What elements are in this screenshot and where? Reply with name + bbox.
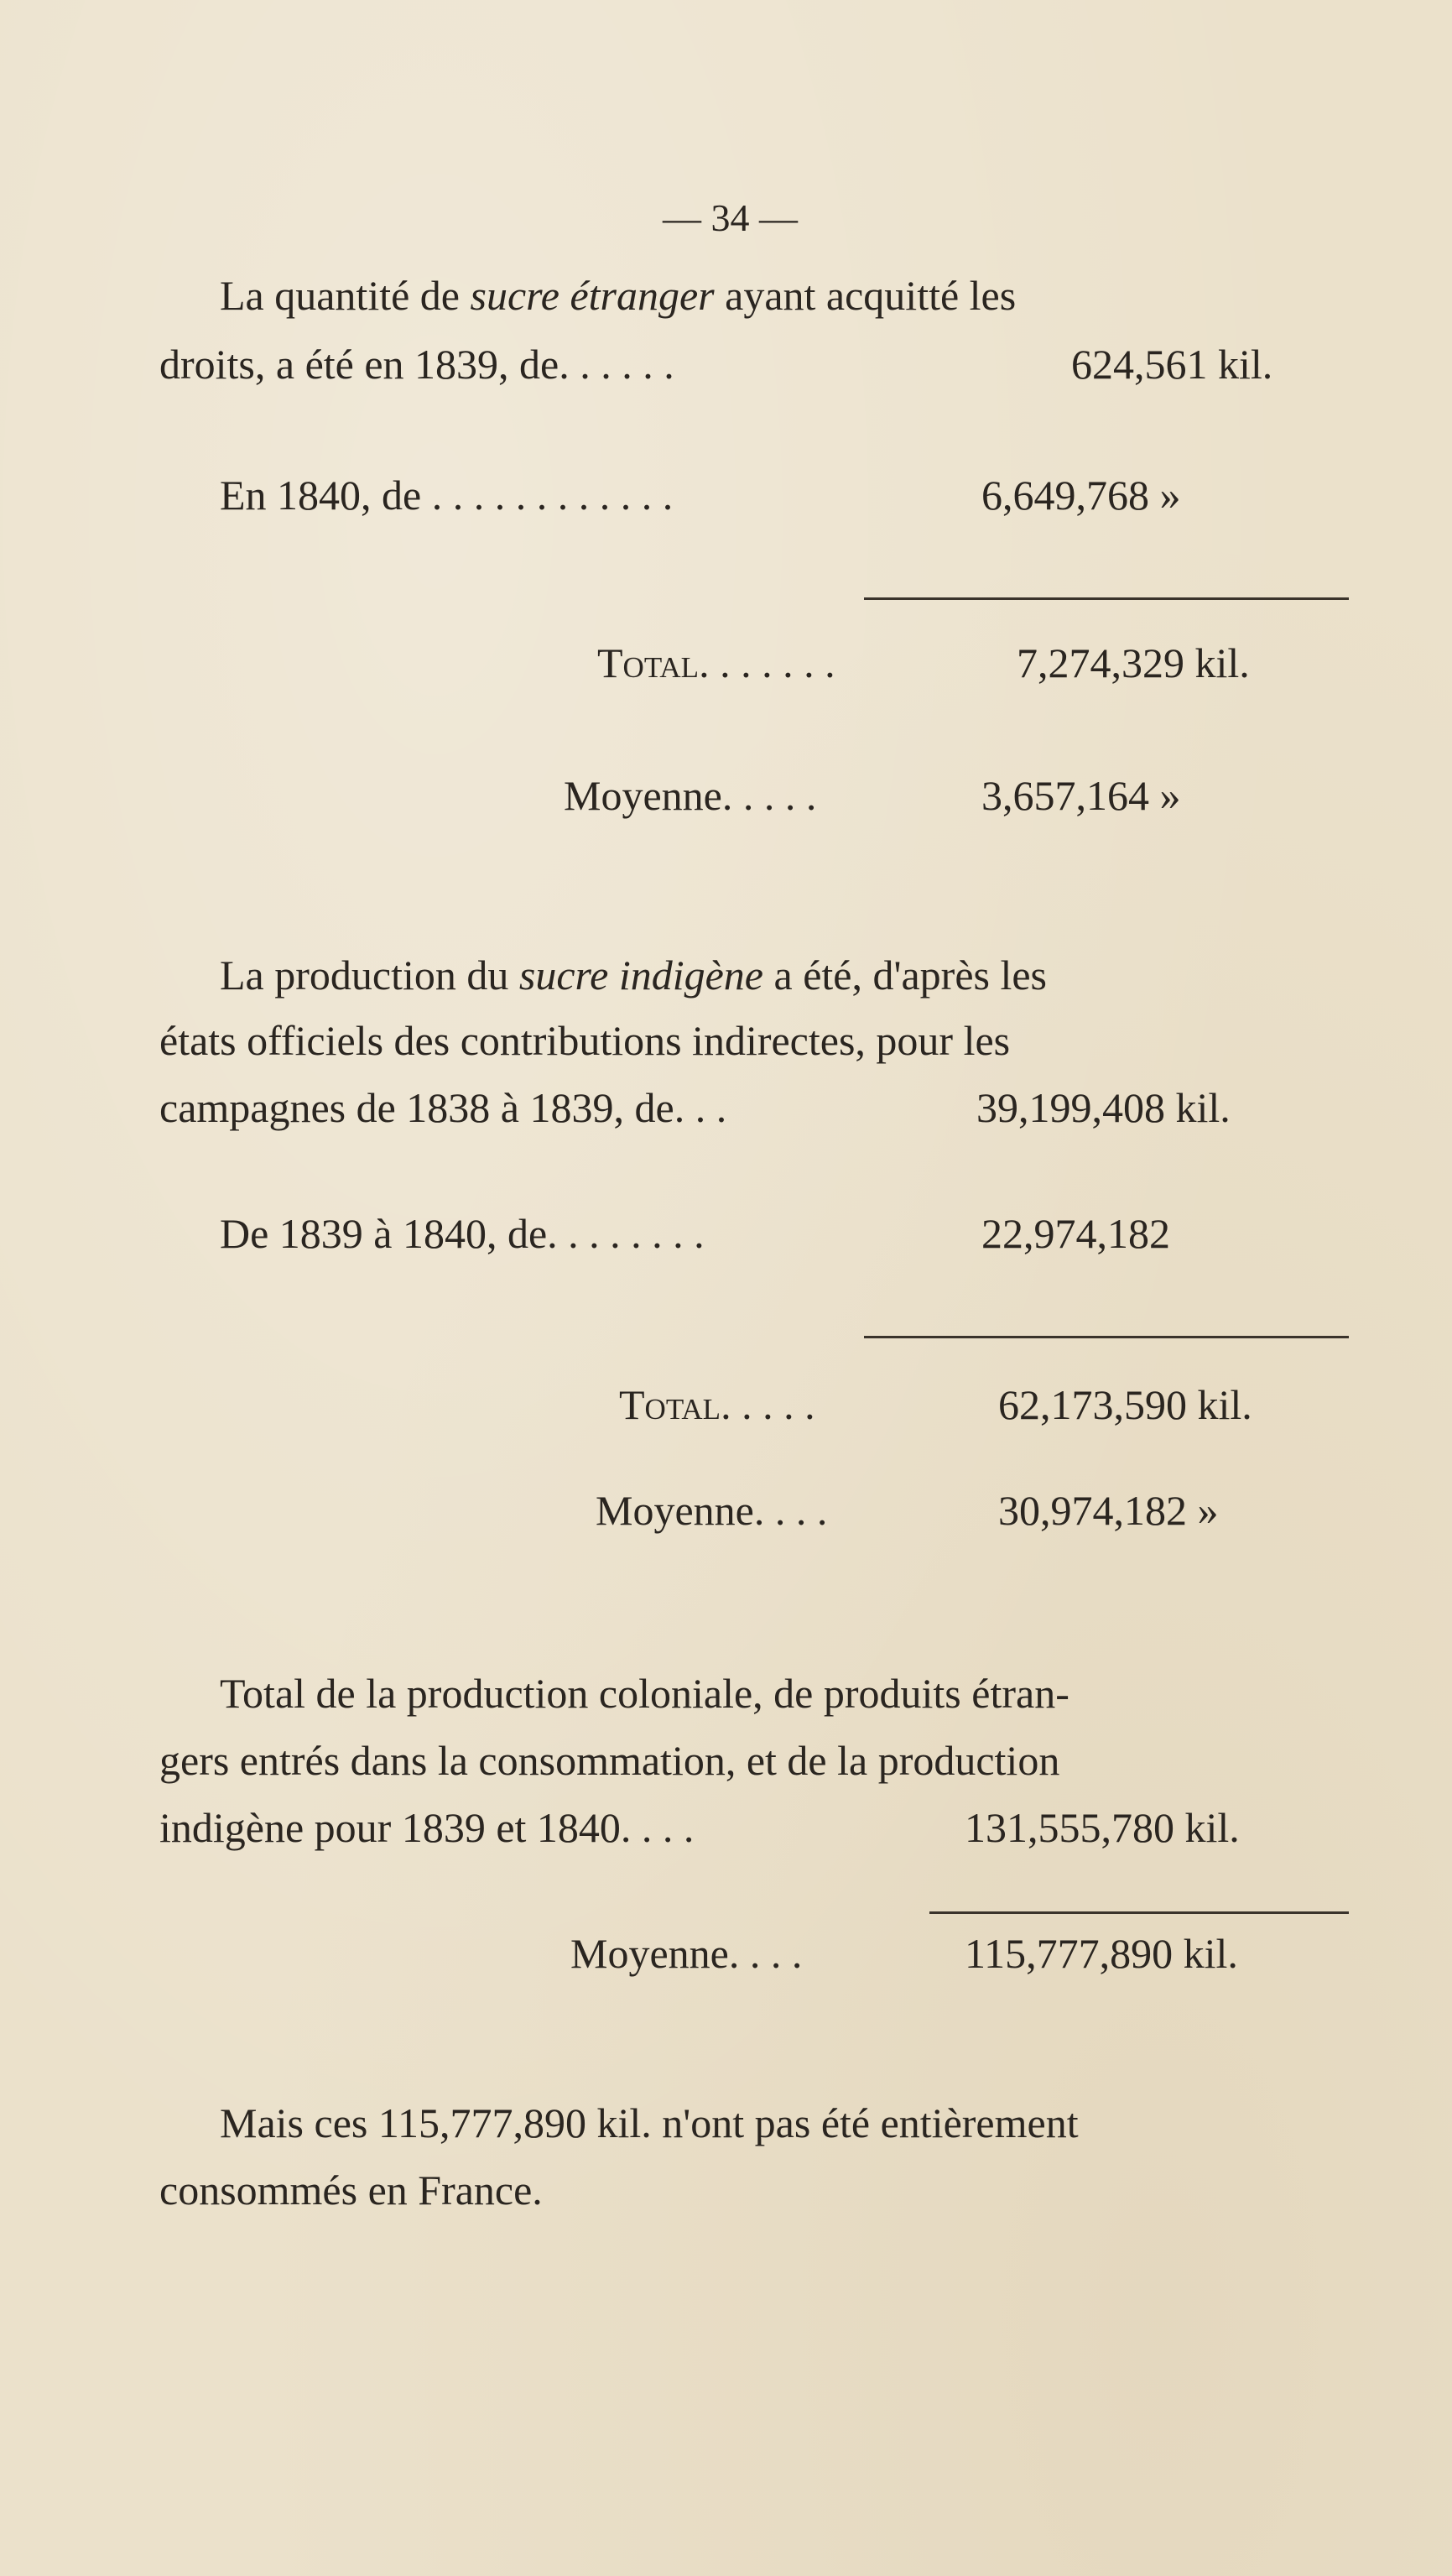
emphasis-sucre-etranger: sucre étranger (470, 272, 715, 319)
para2-line1: La production du sucre indigène a été, d'après les (220, 952, 1048, 999)
moyenne3-value: 115,777,890 kil. (965, 1930, 1238, 1977)
para4-line2: consommés en France. (159, 2167, 543, 2214)
row-1839-1840-value: 22,974,182 (981, 1210, 1170, 1257)
sum-rule (864, 1336, 1349, 1338)
row-1840-value: 6,649,768 » (981, 472, 1181, 519)
total1-label: Total. . . . . . . (597, 639, 835, 686)
sum-rule (929, 1911, 1349, 1914)
page-number: — 34 — (663, 196, 798, 239)
moyenne2-value: 30,974,182 » (998, 1487, 1219, 1534)
para2-line3-value: 39,199,408 kil. (976, 1084, 1231, 1131)
para2-line3: campagnes de 1838 à 1839, de. . . (159, 1084, 727, 1131)
moyenne3-label: Moyenne. . . . (570, 1930, 803, 1977)
moyenne1-label: Moyenne. . . . . (564, 772, 817, 819)
total2-label: Total. . . . . (619, 1381, 815, 1428)
emphasis-sucre-indigene: sucre indigène (518, 952, 763, 999)
para3-line3: indigène pour 1839 et 1840. . . . (159, 1804, 695, 1851)
total2-value: 62,173,590 kil. (998, 1381, 1252, 1428)
para3-line3-value: 131,555,780 kil. (965, 1804, 1240, 1851)
moyenne2-label: Moyenne. . . . (596, 1487, 828, 1534)
para3-line1: Total de la production coloniale, de produits étran- (220, 1670, 1069, 1717)
para3-line2: gers entrés dans la consommation, et de la production (159, 1737, 1060, 1784)
row-1839-1840-label: De 1839 à 1840, de. . . . . . . . (220, 1210, 705, 1257)
total1-value: 7,274,329 kil. (1017, 639, 1250, 686)
sum-rule (864, 597, 1349, 600)
para1-line1: La quantité de sucre étranger ayant acquitté les (220, 272, 1017, 319)
para1-line2-value: 624,561 kil. (1071, 341, 1273, 388)
para4-line1: Mais ces 115,777,890 kil. n'ont pas été entièrement (220, 2099, 1079, 2146)
moyenne1-value: 3,657,164 » (981, 772, 1181, 819)
para2-line2: états officiels des contributions indirectes, pour les (159, 1017, 1011, 1064)
para1-line2: droits, a été en 1839, de. . . . . . (159, 341, 674, 388)
row-1840-label: En 1840, de . . . . . . . . . . . . (220, 472, 674, 519)
